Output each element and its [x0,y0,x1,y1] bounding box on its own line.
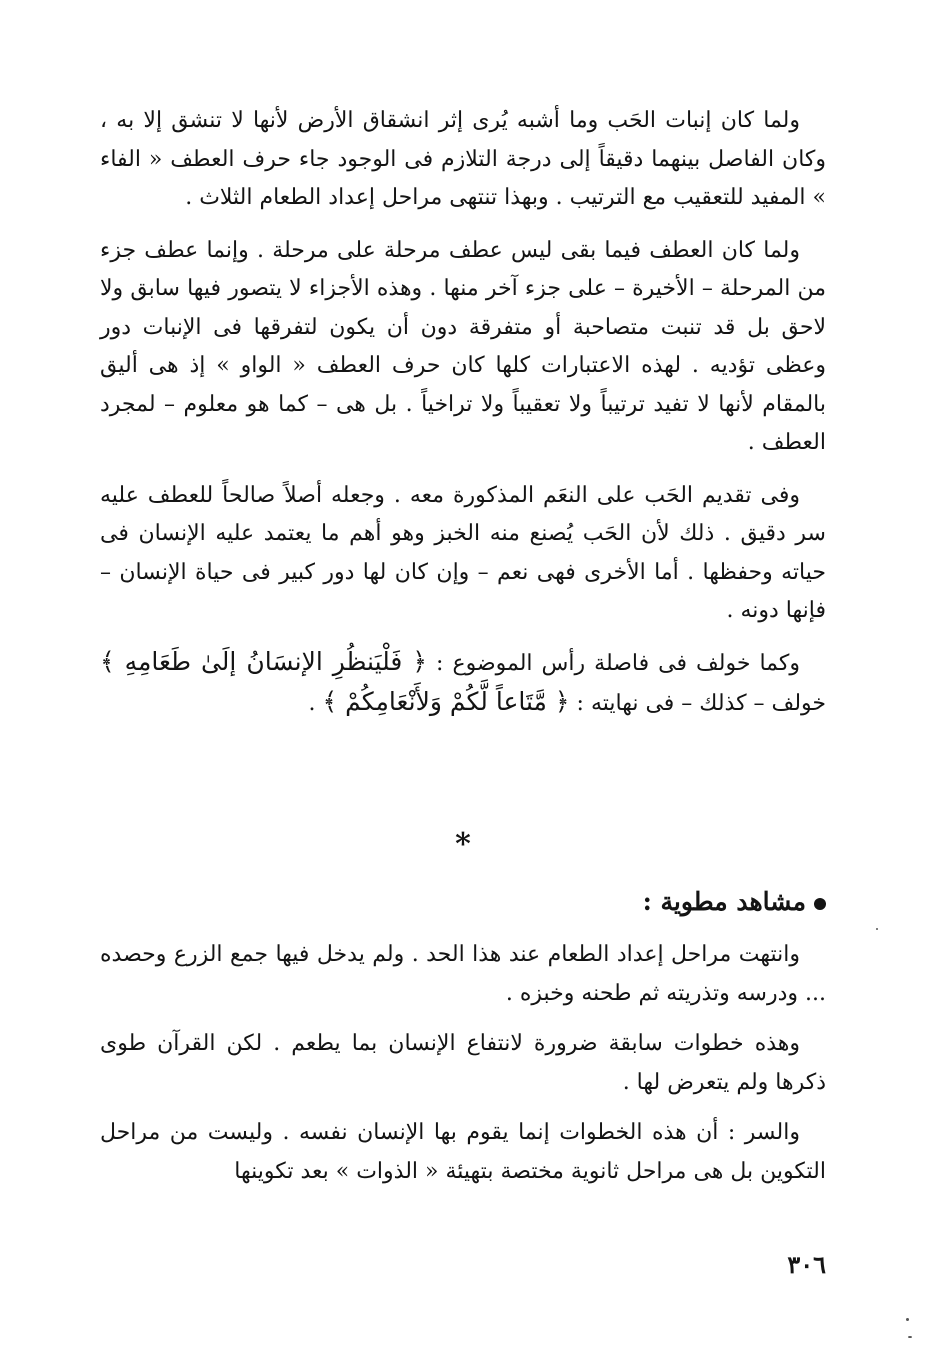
paragraph-secret: والسر : أن هذه الخطوات إنما يقوم بها الإنسان نفسه . وليست من مراحل التكوين بل هى مراحل ثانوية مختصة بتهيئة « الذوات » بعد تكوينها [100,1120,826,1184]
verse-intro-text: وكما خولف فى فاصلة رأس الموضوع : [427,650,801,676]
paragraph-verse-endings [100,643,826,724]
verse-middle-text: خولف – كذلك – فى نهايته : [569,691,826,716]
section1-text [100,102,826,724]
scan-speck [906,1318,909,1321]
page-number: ٣٠٦ [787,1250,826,1279]
section-heading-text: مشاهد مطوية : [642,887,806,916]
verse-end-text: . [308,691,323,716]
paragraph-preparation-end: وانتهت مراحل إعداد الطعام عند هذا الحد . ولم يدخل فيها جمع الزرع وحصده ... ودرسه وتذريته ثم طحنه وخبزه . [100,942,826,1006]
paragraph-omitted-steps: وهذه خطوات سابقة ضرورة لانتفاع الإنسان بما يطعم . لكن القرآن طوى ذكرها ولم يتعرض لها . [100,1031,826,1095]
quran-verse-food: ﴿ فَلْيَنظُرِ الإنسَانُ إلَىٰ طَعَامِهِ ﴾ [100,646,427,676]
section2-text [100,936,826,1191]
paragraph-grain-precedence: وفى تقديم الحَب على النعَم المذكورة معه . وجعله أصلاً صالحاً للعطف عليه سر دقيق . ذلك لأن الحَب يُصنع منه الخبز وهو أهم ما يعتمد عليه الإنسان فى حياته وحفظها . أما الأخرى فهى نعم – وإن كان لها دور كبير فى حياة الإنسان – فإنها دونه . [100,482,826,623]
section-divider-asterisk: * [455,827,471,862]
section-heading [100,884,826,920]
scan-speck [908,1336,912,1338]
scan-speck [876,928,878,930]
bullet-icon [814,898,826,910]
paragraph-harvest-order: ولما كان إنبات الحَب وما أشبه يُرى إثر انشقاق الأرض لأنها لا تنشق إلا به ، وكان الفاصل بينهما دقيقاً إلى درجة التلازم فى الوجود جاء حرف العطف « الفاء » المفيد للتعقيب مع الترتيب . وبهذا تنتهى مراحل إعداد الطعام الثلاث . [100,108,826,210]
quran-verse-provision: ﴿ مَّتَاعاً لَّكُمْ وَلأَنْعَامِكُمْ ﴾ [322,687,570,716]
paragraph-conjunction-waw: ولما كان العطف فيما بقى ليس عطف مرحلة على مرحلة . وإنما عطف جزء من المرحلة – الأخيرة – على جزء آخر منها . وهذه الأجزاء لا يتصور فيها سابق ولا لاحق بل قد تنبت متصاحبة أو متفرقة دون أن يكون لتفرقها فى الإنبات دور وعظى تؤديه . لهذه الاعتبارات كلها كان حرف العطف « الواو » إذ هى أليق بالمقام لأنها لا تفيد ترتيباً ولا تعقيباً ولا تراخياً . بل هى – كما هو معلوم – لمجرد العطف . [100,237,826,455]
